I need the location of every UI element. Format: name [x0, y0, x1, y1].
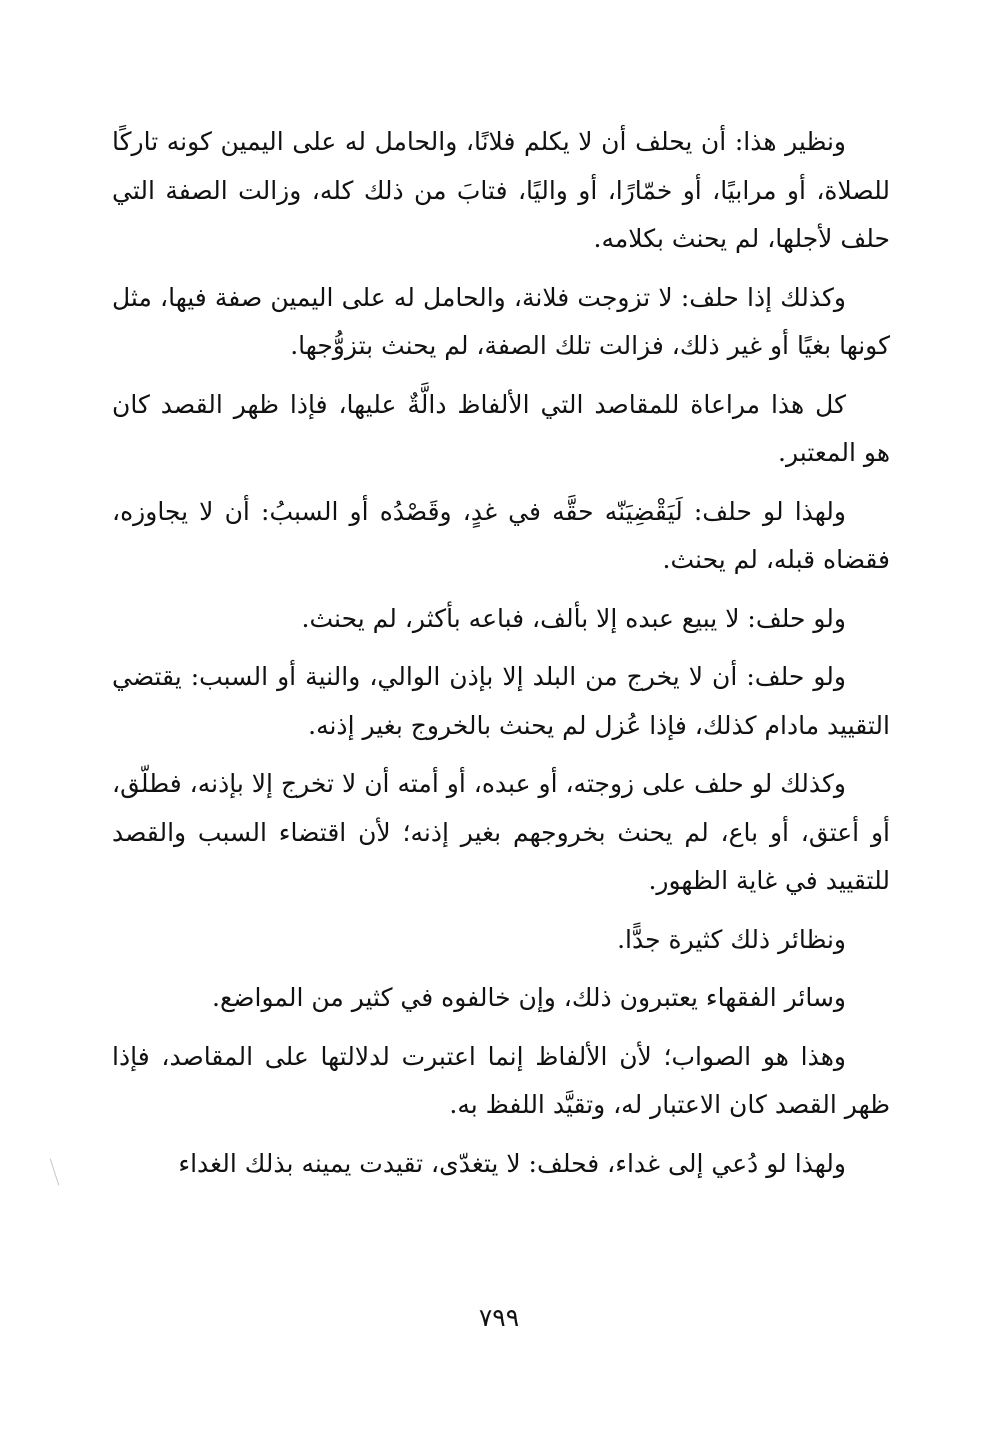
body-text — [112, 118, 890, 1198]
paragraph-2: وكذلك إذا حلف: لا تزوجت فلانة، والحامل له على اليمين صفة فيها، مثل كونها بغيًا أو غير ذلك، فزالت تلك الصفة، لم يحنث بتزوُّجها. — [112, 282, 890, 360]
page-number: ٧٩٩ — [478, 1303, 520, 1332]
scan-artifact-mark — [50, 1159, 60, 1186]
paragraph-6: ولو حلف: أن لا يخرج من البلد إلا بإذن الوالي، والنية أو السبب: يقتضي التقييد مادام كذلك، فإذا عُزل لم يحنث بالخروج بغير إذنه. — [112, 662, 890, 740]
paragraph-9: وسائر الفقهاء يعتبرون ذلك، وإن خالفوه في كثير من المواضع. — [212, 983, 846, 1012]
paragraph-7: وكذلك لو حلف على زوجته، أو عبده، أو أمته أن لا تخرج إلا بإذنه، فطلّق، أو أعتق، أو باع، لم يحنث بخروجهم بغير إذنه؛ لأن اقتضاء السبب والقصد للتقييد في غاية الظهور. — [112, 769, 890, 895]
paragraph-3: كل هذا مراعاة للمقاصد التي الألفاظ دالَّةٌ عليها، فإذا ظهر القصد كان هو المعتبر. — [112, 389, 890, 467]
paragraph-5: ولو حلف: لا يبيع عبده إلا بألف، فباعه بأكثر، لم يحنث. — [301, 603, 846, 633]
paragraph-11: ولهذا لو دُعي إلى غداء، فحلف: لا يتغدّى، تقيدت يمينه بذلك الغداء — [178, 1148, 846, 1178]
paragraph-10: وهذا هو الصواب؛ لأن الألفاظ إنما اعتبرت لدلالتها على المقاصد، فإذا ظهر القصد كان الاعتبار له، وتقيَّد اللفظ به. — [112, 1041, 890, 1119]
paragraph-4: ولهذا لو حلف: لَيَقْضِيَنّه حقَّه في غدٍ، وقَصْدُه أو السببُ: أن لا يجاوزه، فقضاه قبله، لم يحنث. — [112, 496, 890, 574]
paragraph-8: ونظائر ذلك كثيرة جدًّا. — [617, 924, 846, 954]
paragraph-1: ونظير هذا: أن يحلف أن لا يكلم فلانًا، والحامل له على اليمين كونه تاركًا للصلاة، أو مرابيًا، أو خمّارًا، أو واليًا، فتابَ من ذلك كله، وزالت الصفة التي حلف لأجلها، لم يحنث بكلامه. — [112, 127, 890, 253]
